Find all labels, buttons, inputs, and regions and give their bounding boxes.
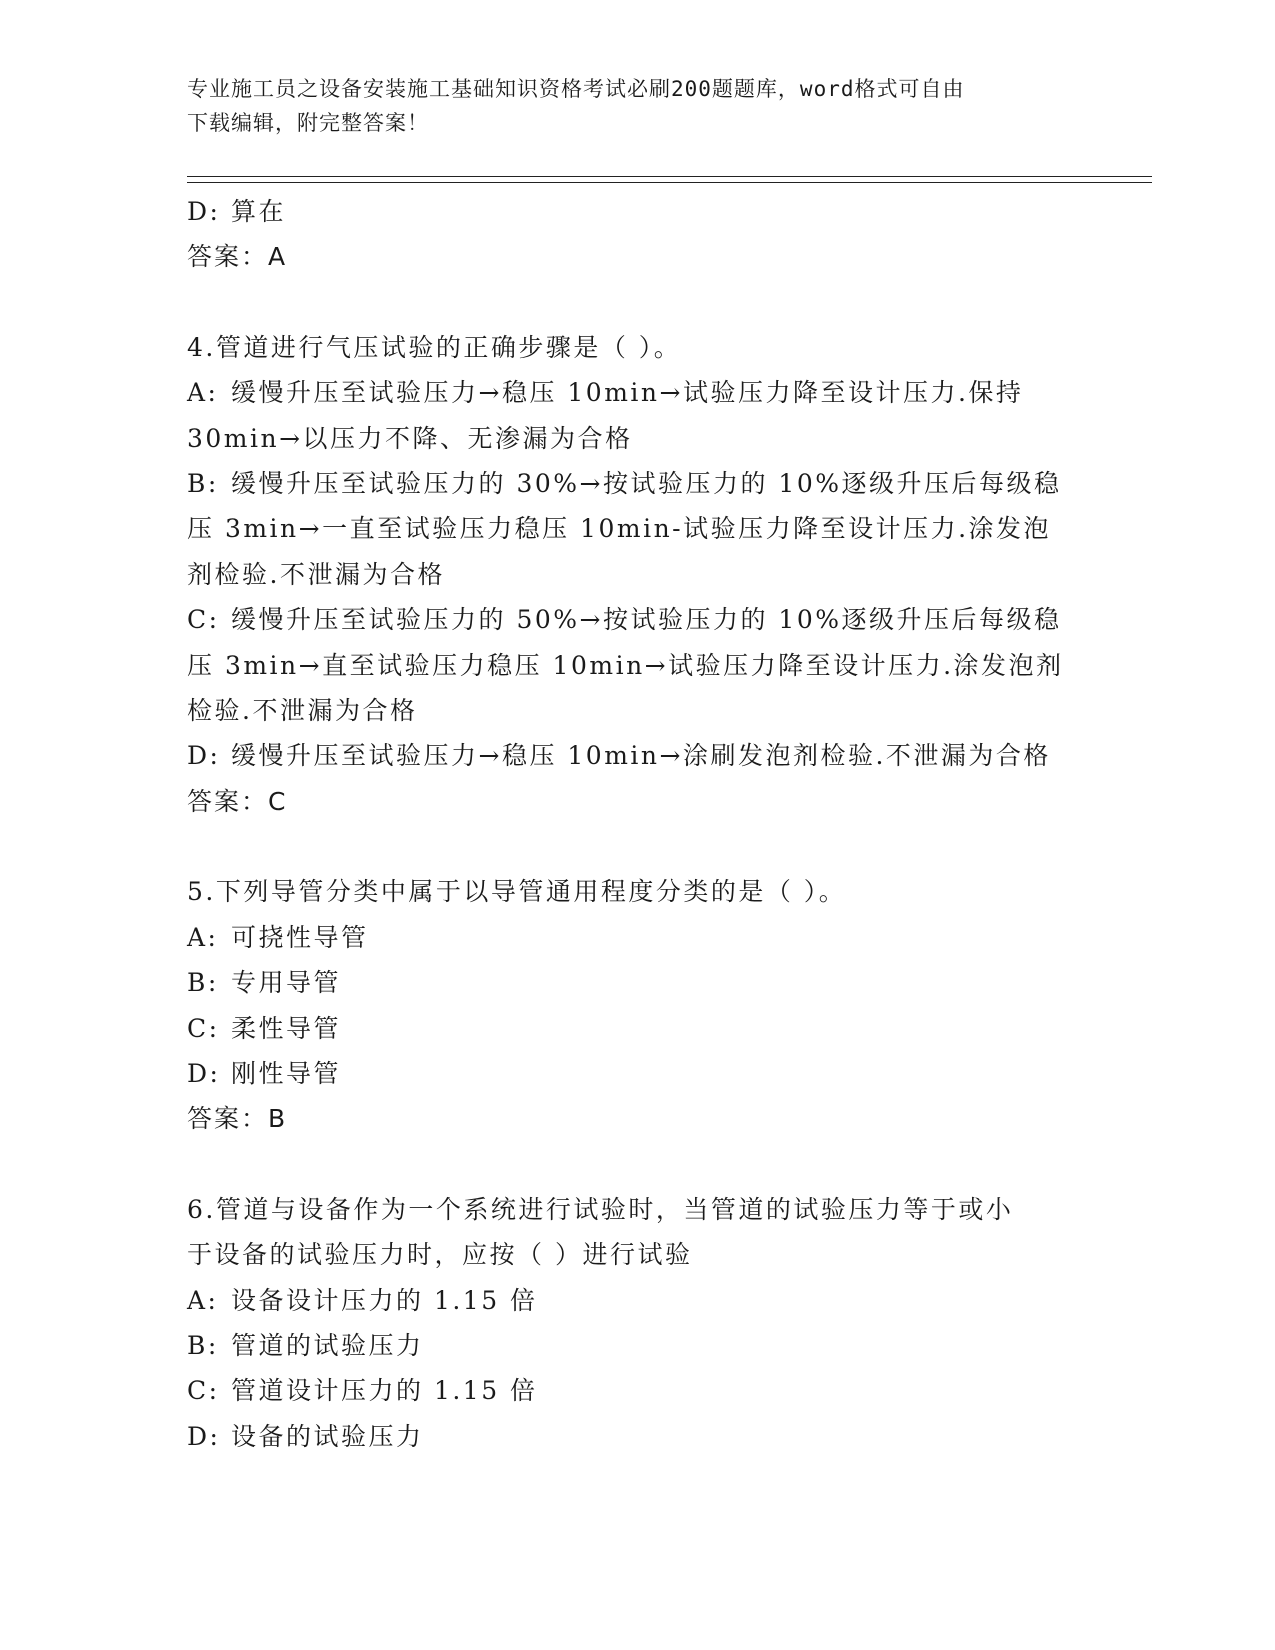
- question-content: [187, 189, 1087, 1459]
- option-a: [187, 370, 1087, 415]
- spacer: [187, 824, 1087, 869]
- question-3-tail: [187, 189, 1087, 280]
- option-a: [187, 915, 1087, 960]
- option-label: B:: [187, 968, 219, 998]
- option-d: [187, 733, 1087, 778]
- option-a-continued: 30min→以压力不降、无渗漏为合格: [187, 423, 633, 453]
- option-label: A:: [187, 378, 219, 408]
- option-label: D:: [187, 741, 221, 771]
- option-b: [187, 1323, 1087, 1368]
- option-text: 缓慢升压至试验压力→稳压 10min→涂刷发泡剂检验.不泄漏为合格: [231, 741, 1051, 771]
- option-text: 管道的试验压力: [231, 1330, 424, 1360]
- option-c: [187, 597, 1087, 642]
- option-label: D:: [187, 197, 221, 226]
- spacer: [187, 280, 1087, 325]
- option-label: D:: [187, 1421, 221, 1451]
- question-4: [187, 325, 1087, 824]
- header-line-1: 专业施工员之设备安装施工基础知识资格考试必刷200题题库，word格式可自由: [187, 77, 965, 101]
- option-d: [187, 189, 1087, 234]
- option-c: [187, 1368, 1087, 1413]
- option-label: D:: [187, 1058, 221, 1088]
- option-text: 设备设计压力的 1.15 倍: [231, 1285, 538, 1315]
- option-text: 算在: [231, 197, 287, 226]
- option-label: A:: [187, 922, 219, 952]
- answer-line: 答案：C: [187, 786, 288, 816]
- question-text: 5.下列导管分类中属于以导管通用程度分类的是（ ）。: [187, 877, 847, 907]
- answer-line: 答案：A: [187, 242, 288, 272]
- option-c-continued: 检验.不泄漏为合格: [187, 696, 418, 726]
- option-label: C:: [187, 605, 220, 635]
- option-d: [187, 1414, 1087, 1459]
- header-divider-bottom: [187, 182, 1152, 183]
- header-line-2: 下载编辑，附完整答案！: [187, 111, 429, 135]
- option-b: [187, 960, 1087, 1005]
- option-text: 专用导管: [231, 968, 342, 998]
- question-text: 4.管道进行气压试验的正确步骤是（ ）。: [187, 332, 682, 362]
- question-text-continued: 于设备的试验压力时，应按（ ）进行试验: [187, 1240, 693, 1270]
- option-label: A:: [187, 1285, 219, 1315]
- option-text: 刚性导管: [231, 1058, 342, 1088]
- option-d: [187, 1051, 1087, 1096]
- option-a: [187, 1278, 1087, 1323]
- option-label: B:: [187, 469, 219, 499]
- option-text: 设备的试验压力: [231, 1421, 424, 1451]
- option-label: C:: [187, 1376, 220, 1406]
- option-text: 可挠性导管: [231, 922, 369, 952]
- option-label: C:: [187, 1013, 220, 1043]
- question-text: 6.管道与设备作为一个系统进行试验时，当管道的试验压力等于或小: [187, 1194, 1014, 1224]
- spacer: [187, 1142, 1087, 1187]
- header-divider-top: [187, 176, 1152, 177]
- option-c-continued: 压 3min→直至试验压力稳压 10min→试验压力降至设计压力.涂发泡剂: [187, 650, 1064, 680]
- option-b-continued: 剂检验.不泄漏为合格: [187, 559, 445, 589]
- option-c: [187, 1006, 1087, 1051]
- question-5: [187, 869, 1087, 1141]
- option-b: [187, 461, 1087, 506]
- answer-line: 答案：B: [187, 1104, 288, 1134]
- option-text: 缓慢升压至试验压力的 30%→按试验压力的 10%逐级升压后每级稳: [231, 469, 1062, 499]
- option-text: 柔性导管: [231, 1013, 342, 1043]
- option-text: 管道设计压力的 1.15 倍: [231, 1376, 538, 1406]
- option-b-continued: 压 3min→一直至试验压力稳压 10min-试验压力降至设计压力.涂发泡: [187, 514, 1052, 544]
- page-header: [187, 72, 1067, 140]
- option-text: 缓慢升压至试验压力→稳压 10min→试验压力降至设计压力.保持: [231, 378, 1024, 408]
- option-label: B:: [187, 1330, 219, 1360]
- option-text: 缓慢升压至试验压力的 50%→按试验压力的 10%逐级升压后每级稳: [231, 605, 1062, 635]
- question-6: [187, 1187, 1087, 1459]
